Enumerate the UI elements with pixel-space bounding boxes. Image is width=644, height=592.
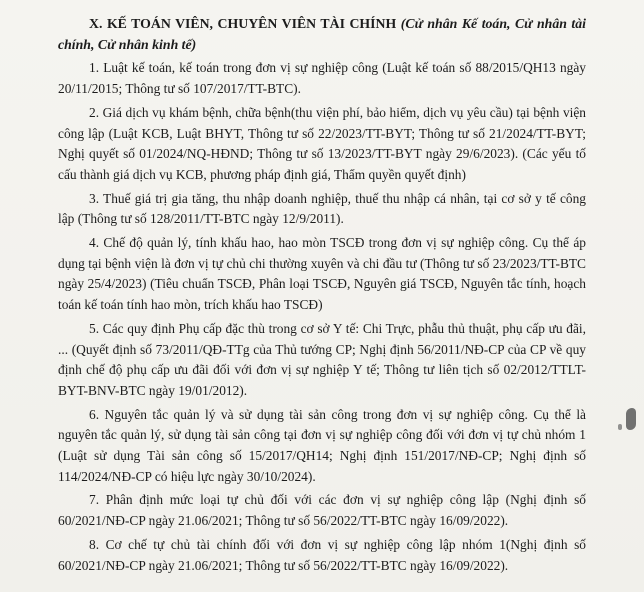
ink-smudge — [626, 408, 636, 430]
section-heading — [58, 14, 586, 55]
list-item-1: 1. Luật kế toán, kế toán trong đơn vị sự nghiệp công (Luật kế toán số 88/2015/QH13 ngày 20/11/2015; Thông tư số 107/2017/TT-BTC). — [58, 60, 586, 97]
section-subtitle: (Cử nhân Kế toán, Cử nhân tài chính, Cử nhân kinh tế) — [58, 16, 586, 52]
section-title: X. KẾ TOÁN VIÊN, CHUYÊN VIÊN TÀI CHÍNH — [89, 16, 397, 31]
ink-speck — [618, 424, 622, 430]
list-item-3: 3. Thuế giá trị gia tăng, thu nhập doanh nghiệp, thuế thu nhập cá nhân, tại cơ sở y tế công lập (Thông tư số 128/2011/TT-BTC ngày 12/9/2011). — [58, 190, 586, 227]
list-item-5: 5. Các quy định Phụ cấp đặc thù trong cơ sở Y tế: Chi Trực, phẫu thủ thuật, phụ cấp ưu đãi, ... (Quyết định số 73/2011/QĐ-TTg của Thủ tướng CP; Nghị định 56/2011/NĐ-CP của CP về quy định chế độ phụ cấp ưu đãi đối với đơn vị sự nghiệp Y tế; Thông tư liên tịch số 02/2012/TTLT-BYT-BNV-BTC ngày 19/01/2012). — [58, 320, 586, 398]
list-item-8: 8. Cơ chế tự chủ tài chính đối với đơn vị sự nghiệp công lập nhóm 1(Nghị định số 60/2021/NĐ-CP ngày 21.06/2021; Thông tư số 56/2022/TT-BTC ngày 16/09/2022). — [58, 536, 586, 573]
list-item-6: 6. Nguyên tắc quản lý và sử dụng tài sản công trong đơn vị sự nghiệp công. Cụ thể là nguyên tắc quản lý, sử dụng tài sản công tại đơn vị sự nghiệp công đối với đơn vị tự chủ nhóm 1 (Luật sử dụng Tài sản công số 15/2017/QH14; Nghị định 151/2017/NĐ-CP; Nghị định số 114/2024/NĐ-CP có hiệu lực ngày 30/10/2024). — [58, 406, 586, 484]
list-item-4: 4. Chế độ quản lý, tính khấu hao, hao mòn TSCĐ trong đơn vị sự nghiệp công. Cụ thể áp dụng tại bệnh viện là đơn vị tự chủ chi thường xuyên và chi đầu tư (Thông tư số 23/2023/TT-BTC ngày 25/4/2023) (Tiêu chuẩn TSCĐ, Phân loại TSCĐ, Nguyên giá TSCĐ, Nguyên tắc tính, hoạch toán kế toán tính hao mòn, trích khấu hao TSCĐ) — [58, 235, 586, 313]
list-item-2: 2. Giá dịch vụ khám bệnh, chữa bệnh(thu viện phí, bảo hiểm, dịch vụ yêu cầu) tại bệnh viện công lập (Luật KCB, Luật BHYT, Thông tư số 22/2023/TT-BYT; Thông tư số 21/2024/TT-BYT; Nghị quyết số 01/2024/NQ-HĐND; Thông tư số 13/2023/TT-BYT ngày 29/6/2023). (Các yếu tố cấu thành giá dịch vụ KCB, phương pháp định giá, Thẩm quyền quyết định) — [58, 104, 586, 182]
list-item-7: 7. Phân định mức loại tự chủ đối với các đơn vị sự nghiệp công lập (Nghị định số 60/2021/NĐ-CP ngày 21.06/2021; Thông tư số 56/2022/TT-BTC ngày 16/09/2022). — [58, 492, 586, 529]
document-body — [58, 14, 586, 576]
